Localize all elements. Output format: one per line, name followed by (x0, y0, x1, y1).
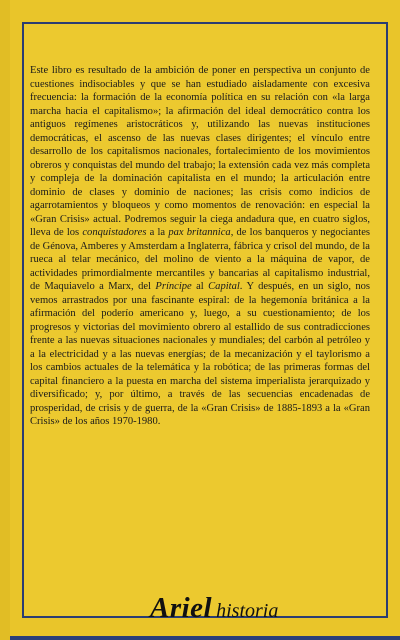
blurb-italic-capital: Capital (208, 281, 240, 292)
blurb-text-1: Este libro es resultado de la ambición de poner en perspectiva un conjunto de cuestiones indisociables y que se han estudiado aisladamente con excesiva frecuencia: la formación de la economía política en su relación con «la larga marcha hacia el capitalismo»; la afirmación del ideal democrático contra los antiguos regímenes aristocráticos y, utilizando las nuevas instituciones democráticas, el ascenso de las nuevas clases dirigentes; el vínculo entre desarrollo de los capitalismos nacionales, fortalecimiento de los movimientos obreros y conquistas del mundo del trabajo; la extensión cada vez más completa y compleja de la dominación capitalista en el mundo; la articulación entre dominio de clases y dominio de naciones; las crisis como indicios de agarrotamientos y bloqueos y como momentos de renovación: en especial la «Gran Crisis» actual. Podremos seguir la ciega andadura que, en cuatro siglos, lleva de los (30, 65, 370, 238)
back-cover-blurb (30, 64, 370, 429)
publisher-name: Ariel (150, 592, 213, 624)
blurb-text-3: , de los banqueros y negociantes de Génova, Amberes y Amsterdam a Inglaterra, fábrica y crisol del mundo, de la rueca al telar mecánico, del molino de viento a la máquina de vapor, de actividades primordialmente mercantiles y bancarias al capitalismo industrial, de Maquiavelo a Marx, del (30, 227, 370, 292)
collection-name: historia (216, 600, 279, 622)
publisher-logo (150, 592, 278, 625)
blurb-text-2: a la (146, 227, 169, 238)
blurb-italic-conquistadores: conquistadores (82, 227, 147, 238)
blurb-text-5: . Y después, en un siglo, nos vemos arrastrados por una fascinante espiral: de la hegemonía británica a la afirmación del poderío americano y, luego, a su cuestionamiento; de los progresos y victorias del movimiento obrero al estallido de sus contradicciones frente a las nuevas situaciones nacionales y mundiales; del carbón al petróleo y a la electricidad y a las nuevas energías; de la mecanización y el taylorismo a los cambios actuales de la telemática y la robótica; de las primeras formas del capital financiero a la puesta en marcha del sistema imperialista jerarquizado y diversificado; y, por último, a través de las secuencias encadenadas de prosperidad, de crisis y de guerra, de la «Gran Crisis» de 1885-1893 a la «Gran Crisis» de los años 1970-1980. (30, 281, 371, 427)
blurb-italic-pax: pax britannica (168, 227, 231, 238)
blurb-italic-principe: Príncipe (155, 281, 192, 292)
spine-edge (0, 0, 10, 640)
blurb-text-4: al (191, 281, 209, 292)
